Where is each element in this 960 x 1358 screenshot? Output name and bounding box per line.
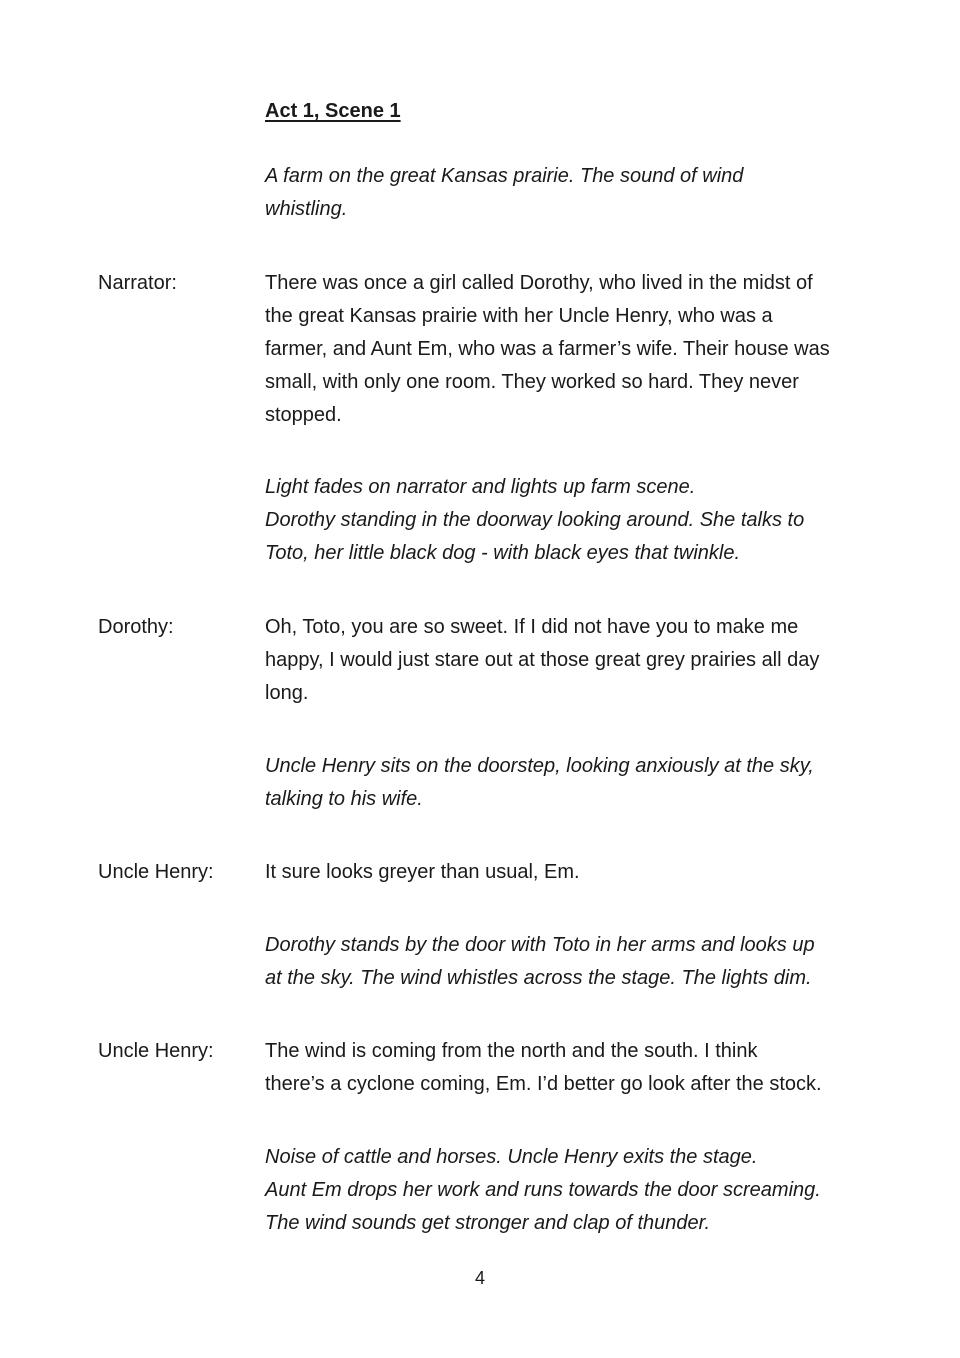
text-line: long. xyxy=(265,682,309,704)
text-line: The wind sounds get stronger and clap of thunder. xyxy=(265,1212,711,1234)
text-line: the great Kansas prairie with her Uncle Henry, who was a xyxy=(265,305,773,327)
text-line: Dorothy standing in the doorway looking around. She talks to xyxy=(265,509,805,531)
text-line: Oh, Toto, you are so sweet. If I did not have you to make me xyxy=(265,616,799,638)
text-line: Light fades on narrator and lights up farm scene. xyxy=(265,476,696,498)
text-line: Noise of cattle and horses. Uncle Henry exits the stage. xyxy=(265,1146,758,1168)
text-line: talking to his wife. xyxy=(265,788,423,810)
page-number: 4 xyxy=(474,1268,485,1288)
text-line: The wind is coming from the north and the south. I think xyxy=(265,1040,758,1062)
text-line: at the sky. The wind whistles across the stage. The lights dim. xyxy=(265,967,812,989)
speaker-name: Dorothy: xyxy=(98,616,174,638)
stage-direction-text xyxy=(265,929,865,995)
text-line: stopped. xyxy=(265,404,342,426)
stage-direction-text xyxy=(265,160,865,226)
text-line: happy, I would just stare out at those great grey prairies all day xyxy=(265,649,820,671)
stage-direction-text xyxy=(265,1141,865,1240)
dialogue-text xyxy=(265,267,865,432)
dialogue-text xyxy=(265,1035,865,1101)
speaker-name: Uncle Henry: xyxy=(98,861,214,883)
speaker-name: Narrator: xyxy=(98,272,177,294)
text-line: whistling. xyxy=(265,198,348,220)
text-line: farmer, and Aunt Em, who was a farmer’s wife. Their house was xyxy=(265,338,830,360)
dialogue-text xyxy=(265,856,865,889)
text-line: Dorothy stands by the door with Toto in her arms and looks up xyxy=(265,934,815,956)
stage-direction-text xyxy=(265,471,865,570)
scene-heading: Act 1, Scene 1 xyxy=(265,100,401,122)
stage-direction-text xyxy=(265,750,865,816)
text-line: There was once a girl called Dorothy, who lived in the midst of xyxy=(265,272,813,294)
text-line: Toto, her little black dog - with black eyes that twinkle. xyxy=(265,542,741,564)
text-line: It sure looks greyer than usual, Em. xyxy=(265,861,580,883)
text-line: A farm on the great Kansas prairie. The sound of wind xyxy=(265,165,744,187)
dialogue-text xyxy=(265,611,865,710)
text-line: Uncle Henry sits on the doorstep, looking anxiously at the sky, xyxy=(265,755,814,777)
text-line: there’s a cyclone coming, Em. I’d better go look after the stock. xyxy=(265,1073,822,1095)
speaker-name: Uncle Henry: xyxy=(98,1040,214,1062)
text-line: Aunt Em drops her work and runs towards the door screaming. xyxy=(265,1179,821,1201)
text-line: small, with only one room. They worked so hard. They never xyxy=(265,371,799,393)
